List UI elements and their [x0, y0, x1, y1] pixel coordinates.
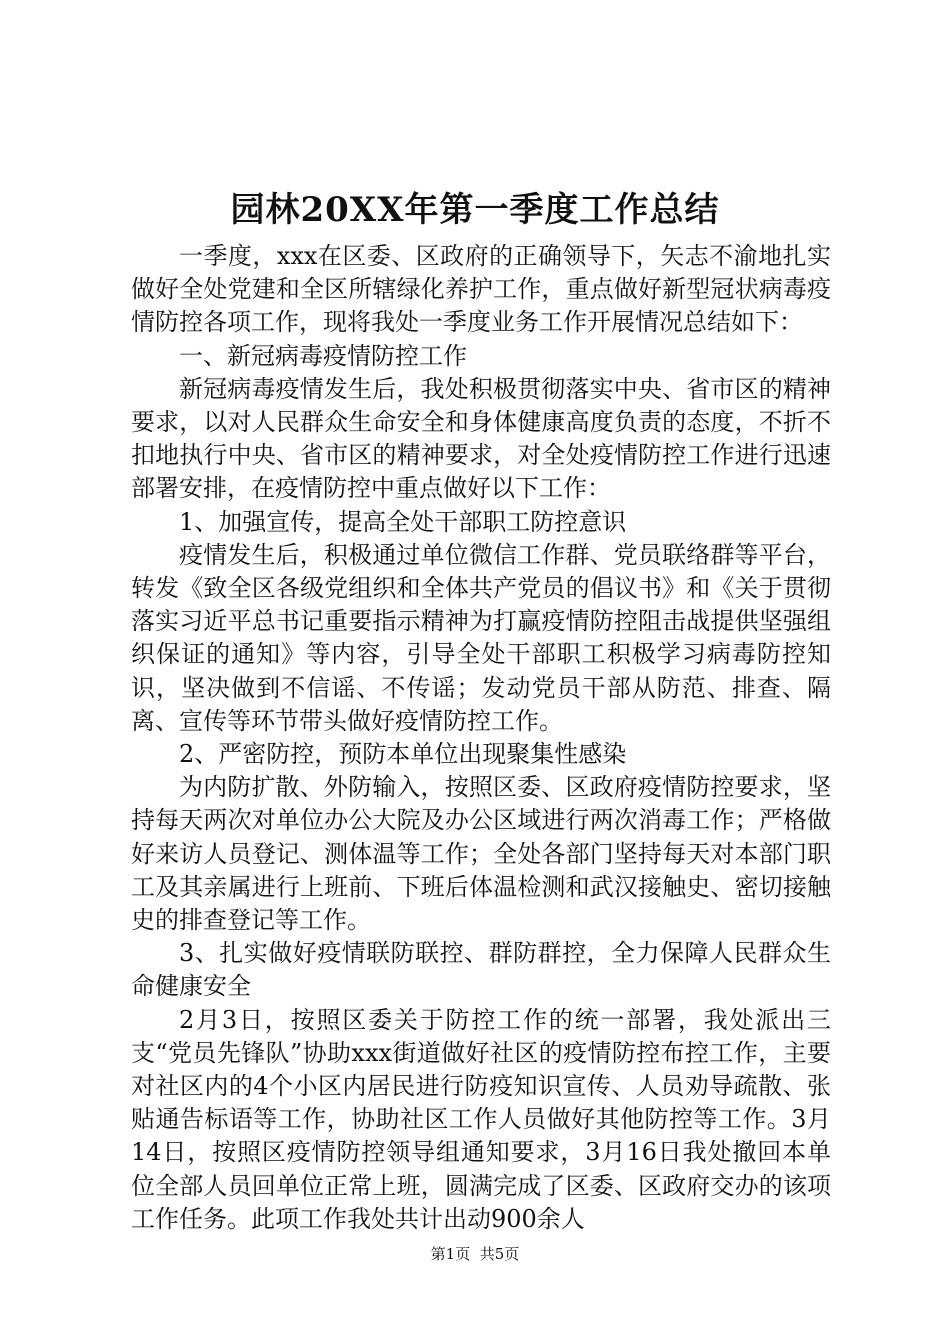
paragraph-intro: 一季度，xxx在区委、区政府的正确领导下，矢志不渝地扎实做好全处党建和全区所辖绿化养护工作，重点做好新型冠状病毒疫情防控各项工作，现将我处一季度业务工作开展情况总结如下：	[131, 242, 831, 337]
page-total: 共5页	[479, 1245, 520, 1263]
subheading-1: 1、加强宣传，提高全处干部职工防控意识	[179, 507, 627, 536]
page-number: 第1页	[430, 1245, 471, 1263]
document-body	[131, 240, 831, 1236]
paragraph-subsection-1: 疫情发生后，积极通过单位微信工作群、党员联络群等平台，转发《致全区各级党组织和全体共产党员的倡议书》和《关于贯彻落实习近平总书记重要指示精神为打赢疫情防控阻击战提供坚强组织保证的通知》等内容，引导全处干部职工积极学习病毒防控知识，坚决做到不信谣、不传谣；发动党员干部从防范、排查、隔离、宣传等环节带头做好疫情防控工作。	[131, 540, 831, 735]
subheading-3: 3、扎实做好疫情联防联控、群防群控，全力保障人民群众生命健康安全	[131, 939, 831, 1001]
section-heading-1: 一、新冠病毒疫情防控工作	[179, 341, 467, 370]
paragraph-subsection-2: 为内防扩散、外防输入，按照区委、区政府疫情防控要求，坚持每天两次对单位办公大院及办公区域进行两次消毒工作；严格做好来访人员登记、测体温等工作；全处各部门坚持每天对本部门职工及其亲属进行上班前、下班后体温检测和武汉接触史、密切接触史的排查登记等工作。	[131, 773, 831, 935]
subheading-2: 2、严密防控，预防本单位出现聚集性感染	[179, 740, 627, 769]
page-footer	[0, 1244, 950, 1264]
paragraph-section-1: 新冠病毒疫情发生后，我处积极贯彻落实中央、省市区的精神要求，以对人民群众生命安全和身体健康高度负责的态度，不折不扣地执行中央、省市区的精神要求，对全处疫情防控工作进行迅速部署安排，在疫情防控中重点做好以下工作：	[131, 374, 831, 503]
document-title: 园林20XX年第一季度工作总结	[230, 190, 720, 230]
paragraph-subsection-3: 2月3日，按照区委关于防控工作的统一部署，我处派出三支“党员先锋队”协助xxx街道做好社区的疫情防控布控工作，主要对社区内的4个小区内居民进行防疫知识宣传、人员劝导疏散、张贴通告标语等工作，协助社区工作人员做好其他防控等工作。3月14日，按照区疫情防控领导组通知要求，3月16日我处撤回本单位全部人员回单位正常上班，圆满完成了区委、区政府交办的该项工作任务。此项工作我处共计出动900余人	[131, 1005, 831, 1233]
